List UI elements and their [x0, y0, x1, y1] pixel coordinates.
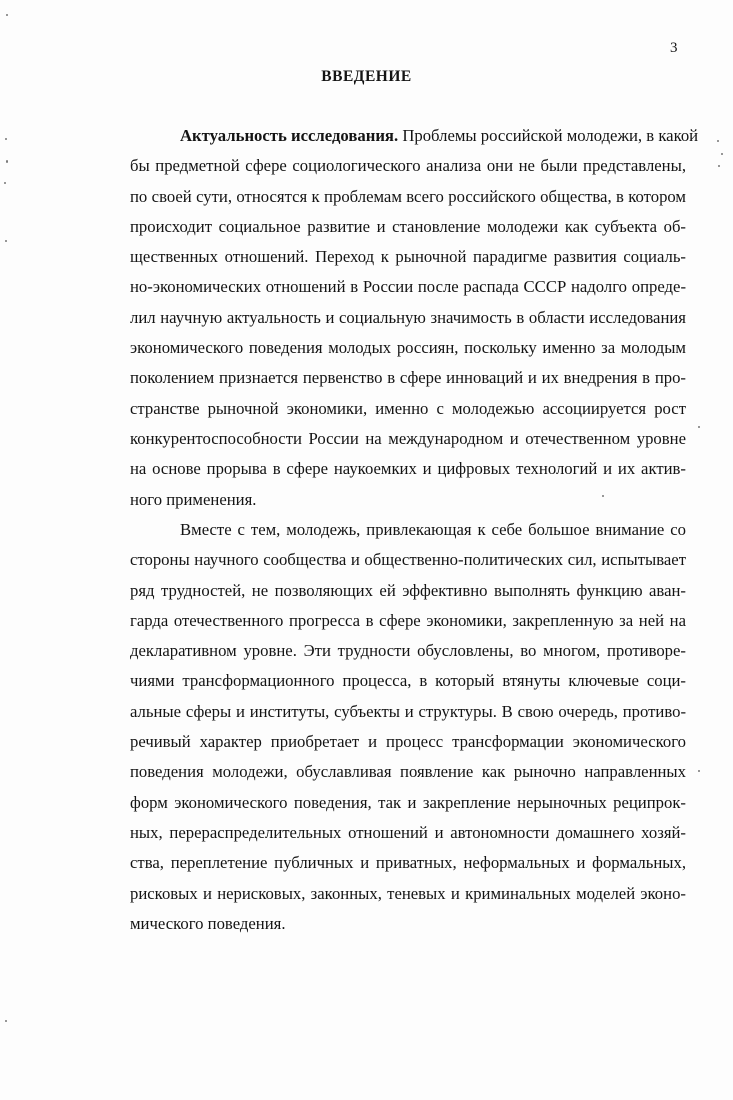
text-line: происходит социальное развитие и становление молодежи как субъекта об- — [130, 216, 686, 236]
text-line: рисковых и нерисковых, законных, теневых и криминальных моделей эконо- — [130, 883, 686, 903]
text-line: на основе прорыва в сфере наукоемких и цифровых технологий и их актив- — [130, 459, 686, 479]
scan-speck — [718, 165, 720, 167]
text-line: чиями трансформационного процесса, в который втянуты ключевые соци- — [130, 671, 686, 691]
scan-speck — [5, 1020, 7, 1022]
text-line: лил научную актуальность и социальную значимость в области исследования — [130, 307, 686, 327]
text-line: ного применения. — [130, 489, 257, 509]
text-line: Вместе с тем, молодежь, привлекающая к себе большое внимание со — [180, 520, 686, 539]
scan-speck — [717, 140, 719, 142]
paragraph-difficulties — [130, 515, 686, 939]
scan-speck — [602, 495, 604, 497]
text-line: но-экономических отношений в России после распада СССР надолго опреде- — [130, 277, 686, 297]
text-line: ных, перераспределительных отношений и автономности домашнего хозяй- — [130, 822, 686, 842]
page-number: 3 — [670, 40, 678, 56]
scan-speck — [698, 770, 700, 772]
text-line: конкурентоспособности России на международном и отечественном уровне — [130, 428, 686, 448]
scan-speck — [5, 138, 7, 140]
text-line: стороны научного сообщества и общественно-политических сил, испытывает — [130, 550, 686, 570]
text-line: форм экономического поведения, так и закрепление нерыночных реципрок- — [130, 792, 686, 812]
scan-speck — [4, 182, 6, 184]
text-line: ряд трудностей, не позволяющих ей эффективно выполнять функцию аван- — [130, 580, 686, 600]
text-fragment: Проблемы российской молодежи, в какой — [398, 126, 699, 145]
text-line: ства, переплетение публичных и приватных, неформальных и формальных, — [130, 853, 686, 873]
text-line: щественных отношений. Переход к рыночной парадигме развития социаль- — [130, 247, 686, 267]
text-line: альные сферы и институты, субъекты и структуры. В свою очередь, противо- — [130, 701, 686, 721]
text-line: странстве рыночной экономики, именно с молодежью ассоциируется рост — [130, 398, 686, 418]
scan-speck — [721, 153, 723, 155]
text-line: бы предметной сфере социологического анализа они не были представлены, — [130, 156, 686, 176]
text-line: поколением признается первенство в сфере инноваций и их внедрения в про- — [130, 368, 686, 388]
paragraph-relevance — [130, 121, 699, 515]
scan-speck — [5, 240, 7, 242]
scan-speck — [6, 160, 8, 163]
text-line — [130, 121, 699, 151]
text-line: мического поведения. — [130, 913, 286, 933]
scan-speck — [698, 426, 700, 428]
scan-speck — [6, 14, 8, 16]
text-line: по своей сути, относятся к проблемам всего российского общества, в котором — [130, 186, 686, 206]
text-line: экономического поведения молодых россиян, поскольку именно за молодым — [130, 338, 686, 358]
relevance-lead: Актуальность исследования. — [180, 126, 399, 145]
text-line: декларативном уровне. Эти трудности обусловлены, во многом, противоре- — [130, 641, 686, 661]
text-line: поведения молодежи, обуславливая появление как рыночно направленных — [130, 762, 686, 782]
text-line: гарда отечественного прогресса в сфере экономики, закрепленную за ней на — [130, 610, 686, 630]
section-heading: ВВЕДЕНИЕ — [321, 68, 412, 85]
text-line: речивый характер приобретает и процесс трансформации экономического — [130, 732, 686, 752]
